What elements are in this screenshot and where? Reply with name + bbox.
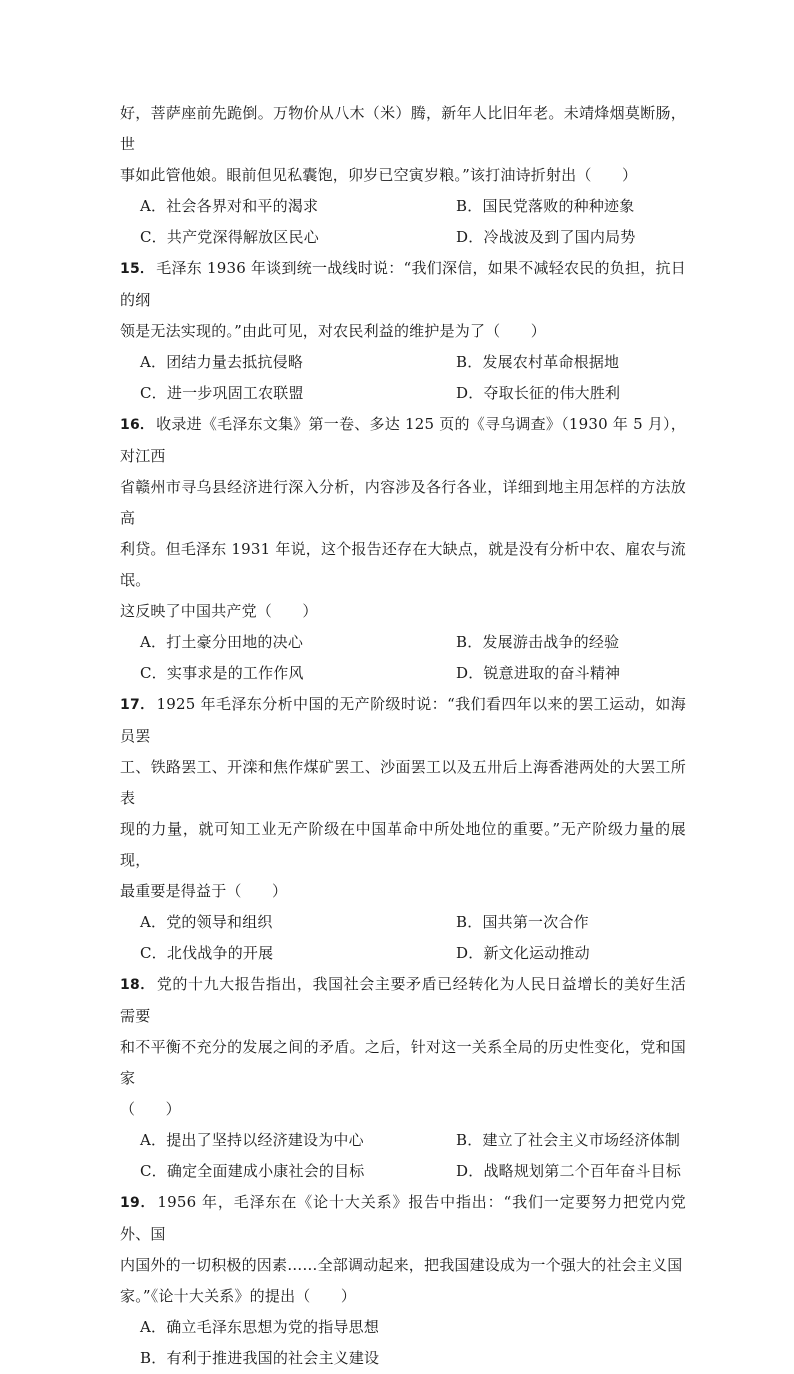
question-line: 19． 1956 年，毛泽东在《论十大关系》报告中指出：“我们一定要努力把党内党外、国 — [120, 1193, 686, 1243]
question-15-options — [120, 347, 686, 409]
option-c: C．北伐战争的开展 — [140, 944, 274, 962]
question-17-options — [120, 907, 686, 969]
question-18-options — [120, 1125, 686, 1187]
question-line: 领是无法实现的。”由此可见，对农民利益的维护是为了（ ） — [120, 322, 546, 340]
option-a: A．打土豪分田地的决心 — [140, 633, 304, 651]
option-a: A．党的领导和组织 — [140, 913, 273, 931]
option-c: C．进一步巩固工农联盟 — [140, 384, 304, 402]
option-d: D．夺取长征的伟大胜利 — [456, 384, 621, 402]
option-d: D．新文化运动推动 — [456, 944, 590, 962]
option-c: C．共产党深得解放区民心 — [140, 228, 319, 246]
question-14-continuation — [120, 98, 686, 253]
option-b: B．发展农村革命根据地 — [456, 353, 620, 371]
option-a: A．确立毛泽东思想为党的指导思想 — [140, 1318, 380, 1336]
question-line: 18． 党的十九大报告指出，我国社会主要矛盾已经转化为人民日益增长的美好生活需要 — [120, 975, 686, 1025]
question-number: 15． — [120, 261, 155, 277]
question-line: 这反映了中国共产党（ ） — [120, 602, 318, 620]
option-b: B．国共第一次合作 — [456, 913, 589, 931]
question-number: 19． — [120, 1195, 156, 1211]
option-d: D．锐意进取的奋斗精神 — [456, 664, 621, 682]
question-15 — [120, 253, 686, 409]
question-19-options — [120, 1312, 686, 1374]
question-line: 现的力量，就可知工业无产阶级在中国革命中所处地位的重要。”无产阶级力量的展现， — [120, 820, 686, 869]
option-c: C．实事求是的工作作风 — [140, 664, 304, 682]
option-d: D．战略规划第二个百年奋斗目标 — [456, 1162, 682, 1180]
option-a: A．社会各界对和平的渴求 — [140, 197, 319, 215]
question-line: （ ） — [120, 1100, 181, 1118]
question-18 — [120, 969, 686, 1187]
question-17 — [120, 689, 686, 969]
question-line: 和不平衡不充分的发展之间的矛盾。之后，针对这一关系全局的历史性变化，党和国家 — [120, 1038, 686, 1087]
question-line: 内国外的一切积极的因素……全部调动起来，把我国建设成为一个强大的社会主义国 — [120, 1256, 683, 1274]
question-16-options — [120, 627, 686, 689]
option-d: D．冷战波及到了国内局势 — [456, 228, 636, 246]
question-line: 最重要是得益于（ ） — [120, 882, 288, 900]
question-16 — [120, 409, 686, 689]
option-b: B．建立了社会主义市场经济体制 — [456, 1131, 681, 1149]
question-line: 16． 收录进《毛泽东文集》第一卷、多达 125 页的《寻乌调查》（1930 年 5 月），对江西 — [120, 415, 687, 465]
exam-content — [120, 98, 686, 1374]
question-14-options — [120, 191, 686, 253]
option-b: B．国民党落败的种种迹象 — [456, 197, 635, 215]
question-line: 15． 毛泽东 1936 年谈到统一战线时说：“我们深信，如果不减轻农民的负担，抗日的纲 — [120, 259, 686, 309]
question-19 — [120, 1187, 686, 1374]
question-line: 事如此管他娘。眼前但见私囊饱，卯岁已空寅岁粮。”该打油诗折射出（ ） — [120, 166, 638, 184]
option-c: C．确定全面建成小康社会的目标 — [140, 1162, 365, 1180]
question-line: 家。”《论十大关系》的提出（ ） — [120, 1287, 357, 1305]
option-b: B．有利于推进我国的社会主义建设 — [140, 1349, 380, 1367]
question-line: 好，菩萨座前先跪倒。万物价从八木（米）腾，新年人比旧年老。未靖烽烟莫断肠，世 — [120, 104, 686, 153]
question-line: 利贷。但毛泽东 1931 年说，这个报告还存在大缺点，就是没有分析中农、雇农与流氓。 — [120, 540, 686, 589]
question-number: 16． — [120, 417, 155, 433]
question-number: 17． — [120, 697, 155, 713]
question-line: 17． 1925 年毛泽东分析中国的无产阶级时说：“我们看四年以来的罢工运动，如海员罢 — [120, 695, 686, 745]
question-number: 18． — [120, 977, 155, 993]
option-a: A．提出了坚持以经济建设为中心 — [140, 1131, 364, 1149]
question-line: 省赣州市寻乌县经济进行深入分析，内容涉及各行各业，详细到地主用怎样的方法放高 — [120, 478, 686, 527]
option-a: A．团结力量去抵抗侵略 — [140, 353, 304, 371]
question-line: 工、铁路罢工、开滦和焦作煤矿罢工、沙面罢工以及五卅后上海香港两处的大罢工所表 — [120, 758, 686, 807]
option-b: B．发展游击战争的经验 — [456, 633, 620, 651]
